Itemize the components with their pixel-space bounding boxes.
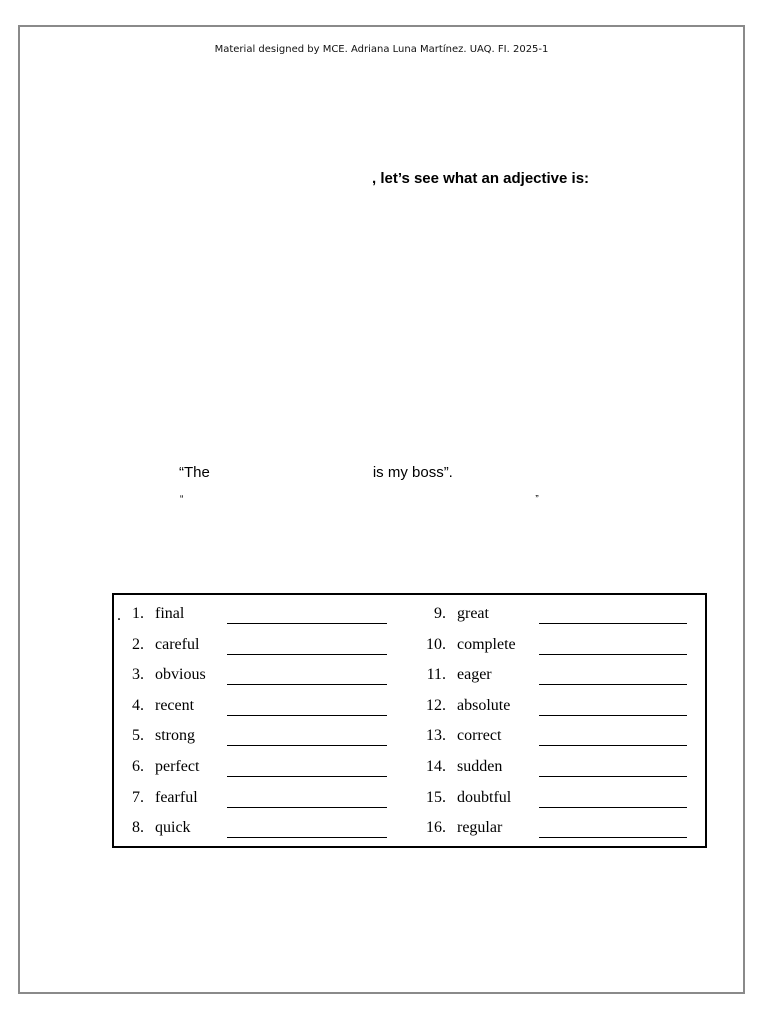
item-number: 4. [132, 696, 144, 714]
item-number: 15. [426, 788, 446, 806]
item-number: 2. [132, 635, 144, 653]
item-word: quick [155, 819, 191, 837]
item-number: 16. [426, 819, 446, 837]
item-number: 7. [132, 788, 144, 806]
item-number: 1. [132, 605, 144, 622]
item-word: recent [155, 696, 195, 714]
answer-blank-line[interactable] [227, 684, 387, 685]
item-number: 11. [426, 666, 446, 684]
answer-blank-line[interactable] [227, 837, 387, 838]
sentence-1-start: “The [179, 464, 210, 481]
item-number: 9. [434, 605, 446, 622]
item-word: fearful [155, 788, 198, 806]
page-header-credit: Material designed by MCE. Adriana Luna Martínez. UAQ. FI. 2025-1 [214, 44, 549, 55]
item-number: 6. [132, 757, 144, 775]
item-number: 3. [132, 666, 144, 684]
item-number: 5. [132, 727, 144, 745]
example-sentence-1 [179, 464, 453, 481]
item-word: obvious [155, 666, 206, 684]
item-word: doubtful [457, 788, 512, 806]
item-word: sudden [457, 757, 503, 775]
answer-blank-line[interactable] [539, 654, 687, 655]
item-word: great [457, 605, 489, 622]
sentence-1-end: is my boss”. [372, 464, 453, 481]
sentence-2-close-quote: ” [535, 494, 539, 505]
answer-blank-line[interactable] [227, 807, 387, 808]
item-number: 14. [426, 757, 446, 775]
item-number: 8. [132, 819, 144, 837]
item-number: 13. [426, 727, 446, 745]
document-page [18, 25, 745, 994]
sentence-2-open-quote: “ [180, 494, 184, 505]
adjective-exercise-box [112, 593, 707, 848]
answer-blank-line[interactable] [227, 745, 387, 746]
example-sentence-2 [180, 494, 539, 505]
item-word: perfect [155, 757, 200, 775]
answer-blank-line[interactable] [539, 745, 687, 746]
answer-blank-line[interactable] [539, 776, 687, 777]
answer-blank-line[interactable] [227, 776, 387, 777]
item-number: 10. [426, 635, 446, 653]
exercise-leading-mark: . [117, 607, 121, 624]
answer-blank-line[interactable] [539, 837, 687, 838]
item-word: eager [457, 666, 492, 684]
answer-blank-line[interactable] [539, 623, 687, 624]
item-word: correct [457, 727, 502, 745]
item-word: careful [155, 635, 200, 653]
item-number: 12. [426, 696, 446, 714]
answer-blank-line[interactable] [539, 807, 687, 808]
item-word: regular [457, 819, 503, 837]
answer-blank-line[interactable] [539, 684, 687, 685]
item-word: absolute [457, 696, 511, 714]
item-word: final [155, 605, 185, 622]
answer-blank-line[interactable] [539, 715, 687, 716]
item-word: strong [155, 727, 195, 745]
answer-blank-line[interactable] [227, 715, 387, 716]
item-word: complete [457, 635, 516, 653]
answer-blank-line[interactable] [227, 654, 387, 655]
answer-blank-line[interactable] [227, 623, 387, 624]
section-heading: , let’s see what an adjective is: [372, 170, 590, 187]
